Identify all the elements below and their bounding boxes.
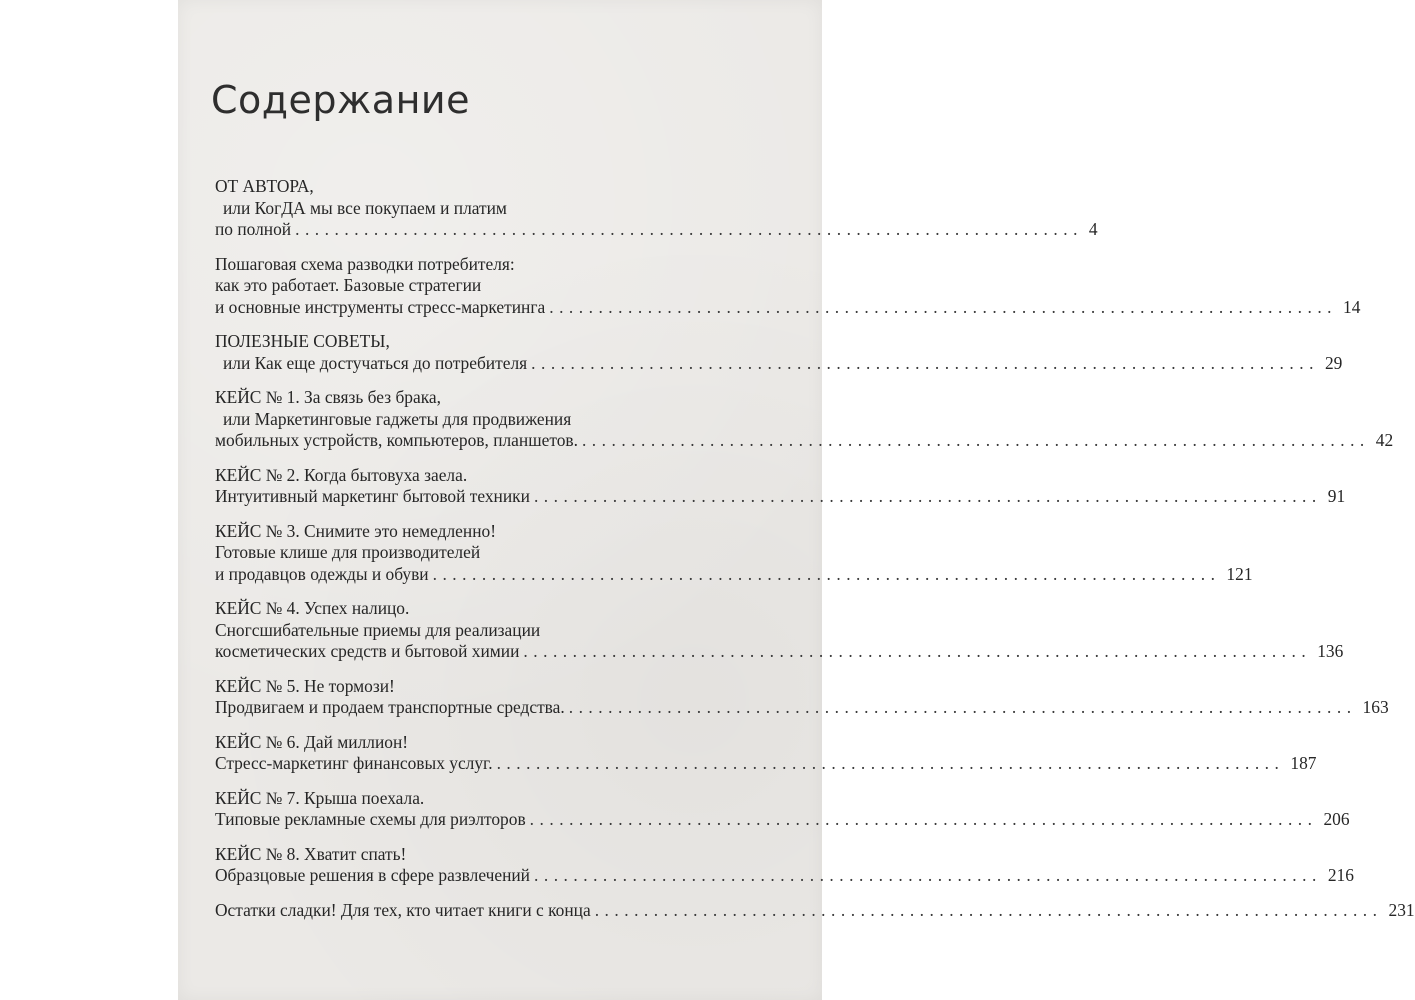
toc-page-number: 4: [1088, 219, 1098, 239]
toc-entry-final-line: [215, 296, 1361, 319]
toc-entry-title: или Как еще достучаться до потребителя: [223, 352, 528, 373]
dot-leader: ................................................................................: [594, 899, 1383, 920]
toc-entry-title: мобильных устройств, компьютеров, планшетов.: [215, 430, 578, 450]
toc-entry: [215, 787, 1350, 831]
toc-entry-line: КЕЙС № 3. Снимите это немедленно!: [215, 520, 496, 541]
toc-entry-title: Стресс-маркетинг финансовых услуг.: [215, 753, 493, 773]
toc-entry-line: или КогДА мы все покупаем и платим: [223, 197, 507, 218]
dot-leader: ................................................................................: [568, 697, 1357, 717]
toc-entry: [215, 464, 1346, 508]
page-title: Содержание: [211, 78, 470, 122]
dot-leader: ................................................................................: [531, 352, 1319, 373]
toc-entry: [215, 899, 1415, 922]
toc-entry-title: и продавцов одежды и обуви: [215, 563, 429, 584]
toc-entry-line: КЕЙС № 4. Успех налицо.: [215, 598, 410, 618]
toc-entry-title: Образцовые решения в сфере развлечений: [215, 865, 530, 885]
toc-page-number: 216: [1327, 865, 1354, 885]
dot-leader: ................................................................................: [432, 563, 1221, 584]
toc-entry-line: ПОЛЕЗНЫЕ СОВЕТЫ,: [215, 331, 390, 351]
toc-entry-final-line: [215, 865, 1354, 887]
toc-entry-line: ОТ АВТОРА,: [215, 176, 314, 196]
toc-page-number: 91: [1327, 486, 1346, 506]
toc-entry-line: КЕЙС № 1. За связь без брака,: [215, 387, 441, 407]
toc-entry-final-line: [215, 486, 1346, 508]
dot-leader: ................................................................................: [523, 641, 1312, 661]
toc-entry-final-line: [215, 697, 1389, 719]
toc-entry-line: Сногсшибательные приемы для реализации: [215, 619, 541, 640]
toc-entry-title: и основные инструменты стресс-маркетинга: [215, 296, 546, 317]
toc-entry-line: Готовые клише для производителей: [215, 542, 481, 562]
dot-leader: ................................................................................: [529, 809, 1318, 829]
toc-entry-title: по полной: [215, 219, 292, 239]
toc-entry-final-line: [215, 753, 1317, 775]
dot-leader: ................................................................................: [533, 486, 1322, 506]
toc-page-number: 163: [1362, 697, 1389, 717]
dot-leader: ................................................................................: [581, 430, 1370, 450]
toc-entry-title: Типовые рекламные схемы для риэлторов: [215, 809, 526, 829]
toc-entry-title: Продвигаем и продаем транспортные средства.: [215, 697, 565, 717]
toc-entry: [215, 675, 1389, 719]
toc-entry-line: КЕЙС № 6. Дай миллион!: [215, 731, 409, 752]
toc-entry: [215, 253, 1361, 319]
toc-entry-final-line: [215, 899, 1415, 922]
toc-entry: [215, 843, 1354, 887]
toc-entry: [215, 520, 1253, 586]
toc-entry-title: Остатки сладки! Для тех, кто читает книги с конца: [215, 899, 591, 920]
toc-page-number: 187: [1290, 753, 1317, 773]
toc-entry-line: или Маркетинговые гаджеты для продвижения: [223, 408, 572, 429]
toc-entry-title: косметических средств и бытовой химии: [215, 641, 520, 661]
toc-entry-line: КЕЙС № 7. Крыша поехала.: [215, 787, 425, 808]
dot-leader: ................................................................................: [496, 753, 1285, 773]
toc-page-number: 29: [1324, 352, 1343, 373]
toc-page-number: 136: [1317, 641, 1344, 661]
toc-entry: [215, 387, 1394, 452]
toc-entry-final-line: [215, 809, 1350, 831]
toc-page-number: 42: [1375, 430, 1394, 450]
toc-entry: [215, 176, 1098, 241]
toc-entry-title: Интуитивный маркетинг бытовой техники: [215, 486, 530, 506]
toc-entry-final-line: [215, 641, 1344, 663]
toc-entry: [215, 731, 1317, 775]
toc-entry: [215, 331, 1343, 374]
dot-leader: ................................................................................: [534, 865, 1322, 885]
toc-entry-final-line: [215, 563, 1253, 586]
toc-entry-line: Пошаговая схема разводки потребителя:: [215, 253, 515, 274]
dot-leader: ................................................................................: [549, 296, 1338, 317]
toc-entry-line: как это работает. Базовые стратегии: [215, 275, 482, 295]
toc-page-number: 206: [1323, 809, 1350, 829]
table-of-contents: [215, 176, 1415, 934]
book-page: [178, 0, 1415, 1000]
toc-entry-line: КЕЙС № 5. Не тормози!: [215, 675, 395, 696]
toc-page-number: 121: [1226, 563, 1253, 584]
toc-entry-final-line: [215, 219, 1098, 241]
toc-entry-line: КЕЙС № 8. Хватит спать!: [215, 843, 407, 864]
toc-page-number: 14: [1343, 296, 1361, 317]
toc-entry: [215, 598, 1344, 663]
toc-entry-final-line: [215, 352, 1343, 375]
toc-entry-line: КЕЙС № 2. Когда бытовуха заела.: [215, 464, 468, 485]
toc-page-number: 231: [1388, 899, 1415, 920]
toc-entry-final-line: [215, 430, 1394, 452]
dot-leader: ................................................................................: [295, 219, 1083, 239]
